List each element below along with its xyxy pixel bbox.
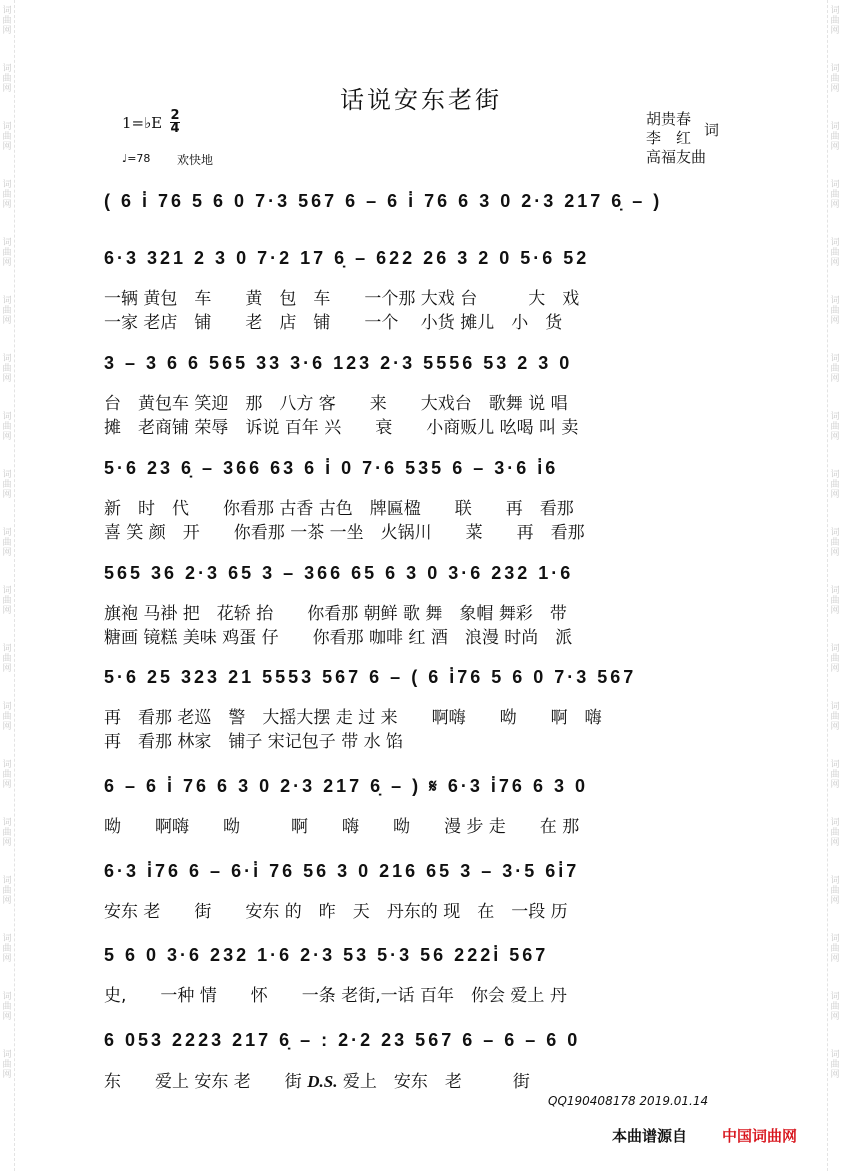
time-signature [170,110,180,135]
notation-row: 5 6 0 3·6 232 1·6 2·3 53 5·3 56 222i̇ 567 [104,945,549,965]
dal-segno-mark: D.S. [307,1072,338,1091]
key-signature: 1=♭E [122,114,163,132]
song-title: 话说安东老街 [340,86,502,114]
watermark-text: 词曲网 [2,122,12,152]
lyric-line: 一辆 黄包 车 黄 包 车 一个那 大戏 台 大 戏 [104,289,580,309]
lyric-fragment: 东 爱上 安东 老 街 [104,1072,308,1092]
watermark-text: 词曲网 [830,354,840,384]
watermark-text: 词曲网 [830,760,840,790]
watermark-text: 词曲网 [830,6,840,36]
lyric-line: 一家 老店 铺 老 店 铺 一个 小货 摊儿 小 货 [104,313,563,333]
watermark-text: 词曲网 [830,992,840,1022]
lyric-role: 词 [704,121,720,139]
watermark-text: 词曲网 [830,1050,840,1080]
watermark-text: 词曲网 [2,296,12,326]
watermark-text: 词曲网 [830,644,840,674]
watermark-text: 词曲网 [830,180,840,210]
meter-bottom: 4 [170,121,180,136]
notation-row: 6·3 321 2 3 0 7·2 17 6̣ – 622 26 3 2 0 5·6 52 [104,248,590,268]
lyric-line: 新 时 代 你看那 古香 古色 牌匾楹 联 再 看那 [104,499,574,519]
lyric-fragment: 爱上 安东 老 街 [337,1072,530,1092]
watermark-text: 词曲网 [830,64,840,94]
lyric-line: 史, 一种 情 怀 一条 老街,一话 百年 你会 爱上 丹 [104,986,567,1006]
watermark-text: 词曲网 [830,934,840,964]
tempo-mark: ♩=78 [122,152,151,165]
notation-row: 5·6 25 323 21 5553 567 6 – ( 6 i̇76 5 6 0 7·3 567 [104,667,637,687]
lyric-line: 安东 老 街 安东 的 昨 天 丹东的 现 在 一段 历 [104,902,568,922]
watermark-text: 词曲网 [2,528,12,558]
lyric-line: 摊 老商铺 荣辱 诉说 百年 兴 衰 小商贩儿 吆喝 叫 卖 [104,418,579,438]
site-name: 中国词曲网 [722,1127,798,1145]
watermark-text: 词曲网 [830,412,840,442]
watermark-text: 词曲网 [830,238,840,268]
watermark-text: 词曲网 [2,760,12,790]
watermark-text: 词曲网 [2,818,12,848]
watermark-text: 词曲网 [2,238,12,268]
watermark-text: 词曲网 [830,470,840,500]
watermark-text: 词曲网 [2,702,12,732]
notation-row: 6·3 i̇76 6 – 6·i̇ 76 56 3 0 216 65 3 – 3·5 6i̇7 [104,861,580,881]
lyric-line: 再 看那 林家 铺子 宋记包子 带 水 馅 [104,732,404,752]
lyric-line: 喜 笑 颜 开 你看那 一茶 一坐 火锅川 菜 再 看那 [104,523,585,543]
source-label: 本曲谱源自 [612,1127,688,1145]
watermark-text: 词曲网 [830,818,840,848]
composer: 高福友曲 [646,148,707,166]
qq-and-date: QQ190408178 2019.01.14 [548,1094,709,1108]
watermark-text: 词曲网 [2,412,12,442]
watermark-text: 词曲网 [2,354,12,384]
lyric-line: 台 黄包车 笑迎 那 八方 客 来 大戏台 歌舞 说 唱 [104,394,568,414]
watermark-text: 词曲网 [2,876,12,906]
watermark-text: 词曲网 [2,644,12,674]
expression-mark: 欢快地 [177,153,214,167]
notation-row: 5·6 23 6̣ – 366 63 6 i̇ 0 7·6 535 6 – 3·6 i̇6 [104,458,559,478]
lyric-line: 呦 啊嗨 呦 啊 嗨 呦 漫 步 走 在 那 [104,817,580,837]
watermark-text: 词曲网 [2,934,12,964]
lyric-line: 再 看那 老巡 警 大摇大摆 走 过 来 啊嗨 呦 啊 嗨 [104,708,602,728]
watermark-strip-left [0,0,15,1171]
lyric-line: 旗袍 马褂 把 花轿 抬 你看那 朝鲜 歌 舞 象帽 舞彩 带 [104,604,567,624]
watermark-text: 词曲网 [830,876,840,906]
watermark-text: 词曲网 [2,586,12,616]
watermark-text: 词曲网 [2,6,12,36]
watermark-text: 词曲网 [830,586,840,616]
notation-row: 565 36 2·3 65 3 – 366 65 6 3 0 3·6 232 1·6 [104,563,574,583]
lyric-line: 糖画 镜糕 美味 鸡蛋 仔 你看那 咖啡 红 酒 浪漫 时尚 派 [104,628,573,648]
watermark-text: 词曲网 [830,528,840,558]
notation-row: ( 6 i̇ 76 5 6 0 7·3 567 6 – 6 i̇ 76 6 3 0 2·3 217 6̣ – ) [104,191,663,211]
notation-row: 3 – 3 6 6 565 33 3·6 123 2·3 5556 53 2 3 0 [104,353,573,373]
lyricists: 胡贵春 李 红 [646,110,692,147]
watermark-text: 词曲网 [830,122,840,152]
watermark-text: 词曲网 [2,64,12,94]
watermark-text: 词曲网 [2,1050,12,1080]
watermark-text: 词曲网 [2,180,12,210]
notation-row: 6 – 6 i̇ 76 6 3 0 2·3 217 6̣ – ) 𝄋 6·3 i̇76 6 3 0 [104,776,588,796]
watermark-text: 词曲网 [830,296,840,326]
credits [646,110,720,167]
lyric-line [104,1072,744,1092]
notation-row: 6 053 2223 217 6̣ – : 2·2 23 567 6 – 6 – 6 0 [104,1030,581,1050]
watermark-strip-right [827,0,842,1171]
watermark-text: 词曲网 [2,992,12,1022]
watermark-text: 词曲网 [2,470,12,500]
meter-top: 2 [170,108,180,123]
watermark-text: 词曲网 [830,702,840,732]
